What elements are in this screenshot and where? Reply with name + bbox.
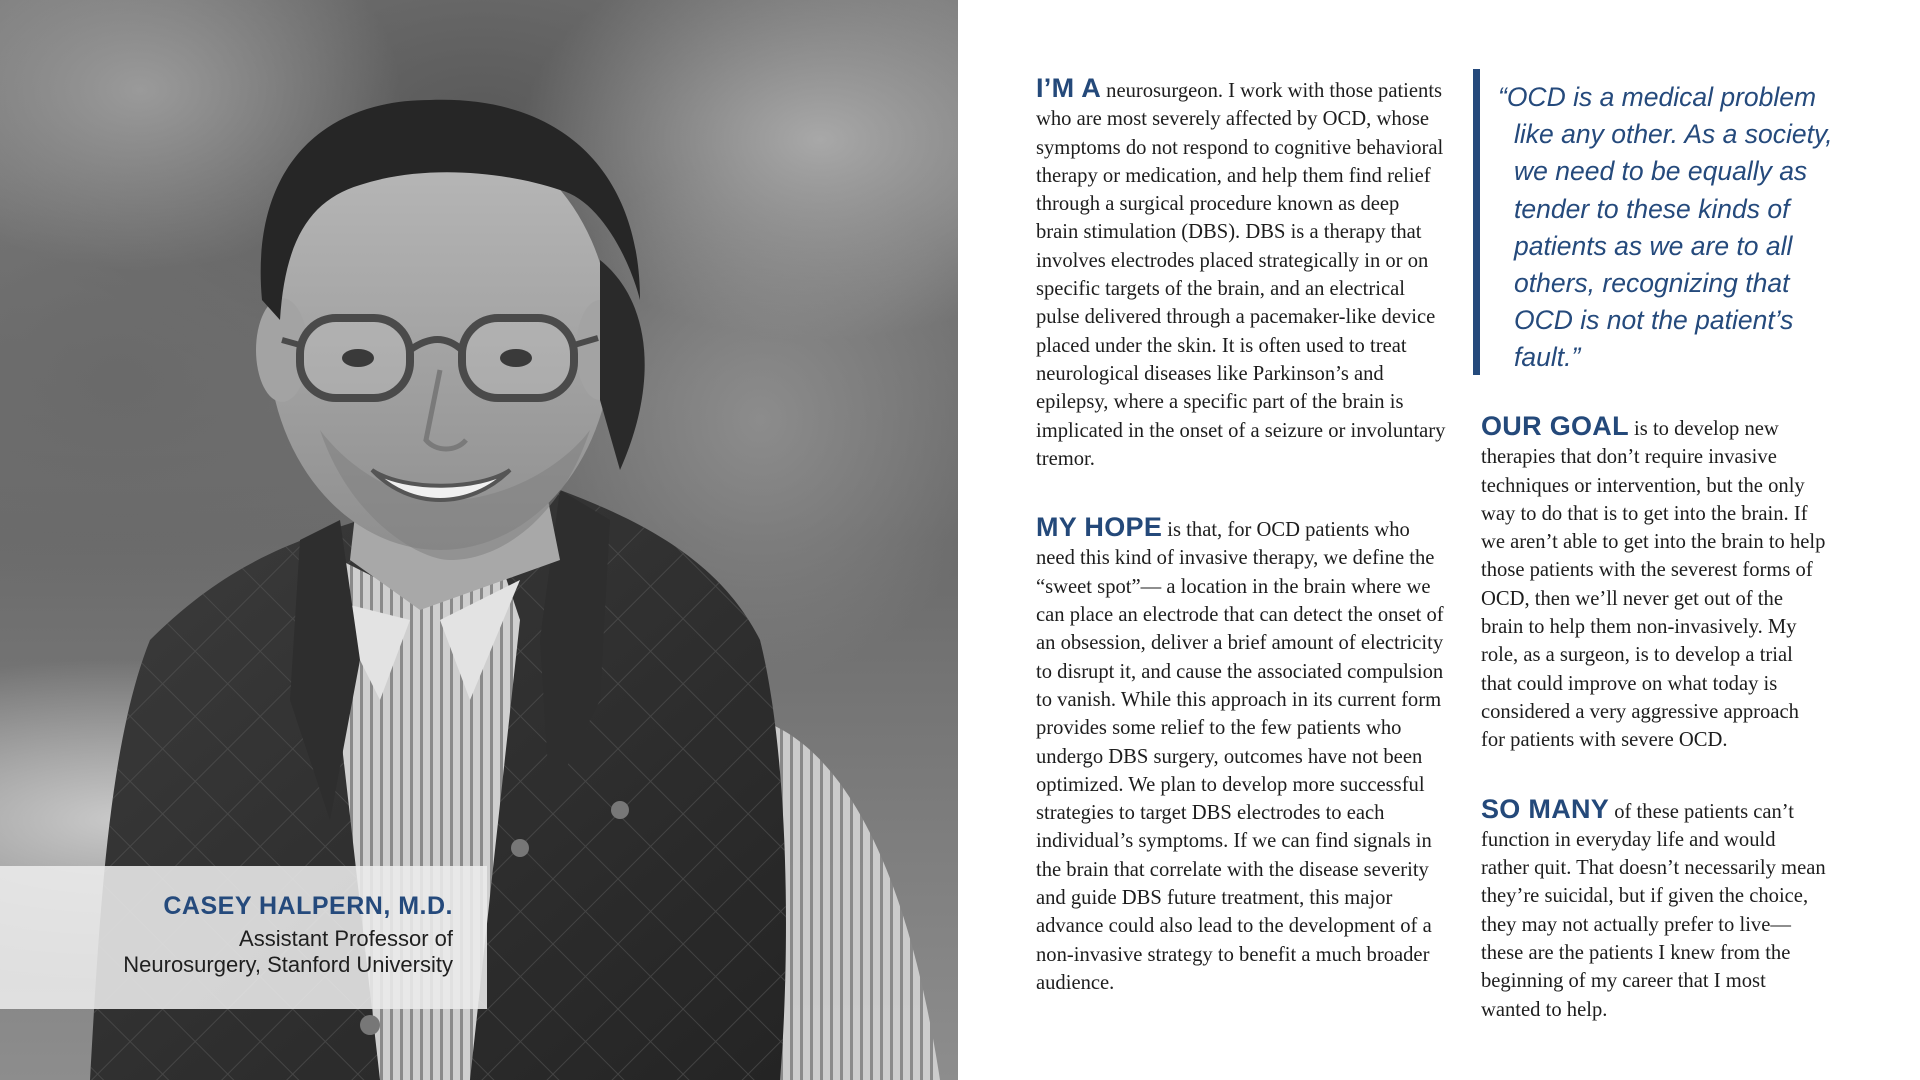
section-my-hope bbox=[1036, 513, 1446, 997]
person-title-line-1: Assistant Professor of bbox=[239, 926, 453, 951]
section-lead: MY HOPE bbox=[1036, 512, 1163, 543]
pull-quote bbox=[1473, 69, 1833, 375]
section-body: is to develop new therapies that don’t require invasive techniques or intervention, but the only way to do that is to get into the brain. If we aren’t able to get into the brain to help those patients with the severest forms of OCD, then we’ll never get out of the brain to help them non-invasively. My role, as a surgeon, is to develop a trial that could improve on what today is considered a very aggressive approach for patients with severe OCD. bbox=[1481, 418, 1826, 752]
section-so-many bbox=[1481, 795, 1826, 1024]
pull-quote-text: “OCD is a medical problem like any other. As a society, we need to be equally as tender to these kinds of patients as we are to all others, recognizing that OCD is not the patient’s fault.” bbox=[1498, 82, 1833, 373]
section-im-a bbox=[1036, 74, 1446, 473]
section-lead: OUR GOAL bbox=[1481, 411, 1629, 441]
section-body: of these patients can’t function in everyday life and would rather quit. That doesn’t necessarily mean they’re suicidal, but if given the choice, they may not actually prefer to live—these are the patients I knew from the beginning of my career that I most wanted to help. bbox=[1481, 800, 1826, 1021]
person-title-line-2: Neurosurgery, Stanford University bbox=[123, 952, 453, 977]
section-lead: SO MANY bbox=[1481, 793, 1610, 824]
section-body: is that, for OCD patients who need this kind of invasive therapy, we define the “sweet spot”— a location in the brain where we can place an electrode that can detect the onset of an obsession, deliver a brief amount of electricity to disrupt it, and cause the associated compulsion to vanish. While this approach in its current form provides some relief to the few patients who undergo DBS surgery, outcomes have not been optimized. We plan to develop more successful strategies to target DBS electrodes to each individual’s symptoms. If we can find signals in the brain that correlate with the disease severity and guide DBS future treatment, this major advance could also lead to the development of a non-invasive strategy to benefit a much broader audience. bbox=[1036, 519, 1444, 994]
article-column-right bbox=[1481, 412, 1826, 1024]
section-our-goal bbox=[1481, 412, 1826, 755]
section-lead: I’M A bbox=[1036, 73, 1101, 103]
section-body: neurosurgeon. I work with those patients who are most severely affected by OCD, whose symptoms do not respond to cognitive behavioral therapy or medication, and help them find relief through a surgical procedure known as deep brain stimulation (DBS). DBS is a therapy that involves electrodes placed strategically in or on specific targets of the brain, and an electrical pulse delivered through a pacemaker-like device placed under the skin. It is often used to treat neurological diseases like Parkinson’s and epilepsy, where a specific part of the brain is implicated in the onset of a seizure or involuntary tremor. bbox=[1036, 80, 1446, 470]
article-column-left bbox=[1036, 74, 1446, 997]
person-name: CASEY HALPERN, M.D. bbox=[163, 892, 453, 920]
portrait-photo bbox=[0, 0, 958, 1080]
name-caption bbox=[0, 866, 487, 1009]
